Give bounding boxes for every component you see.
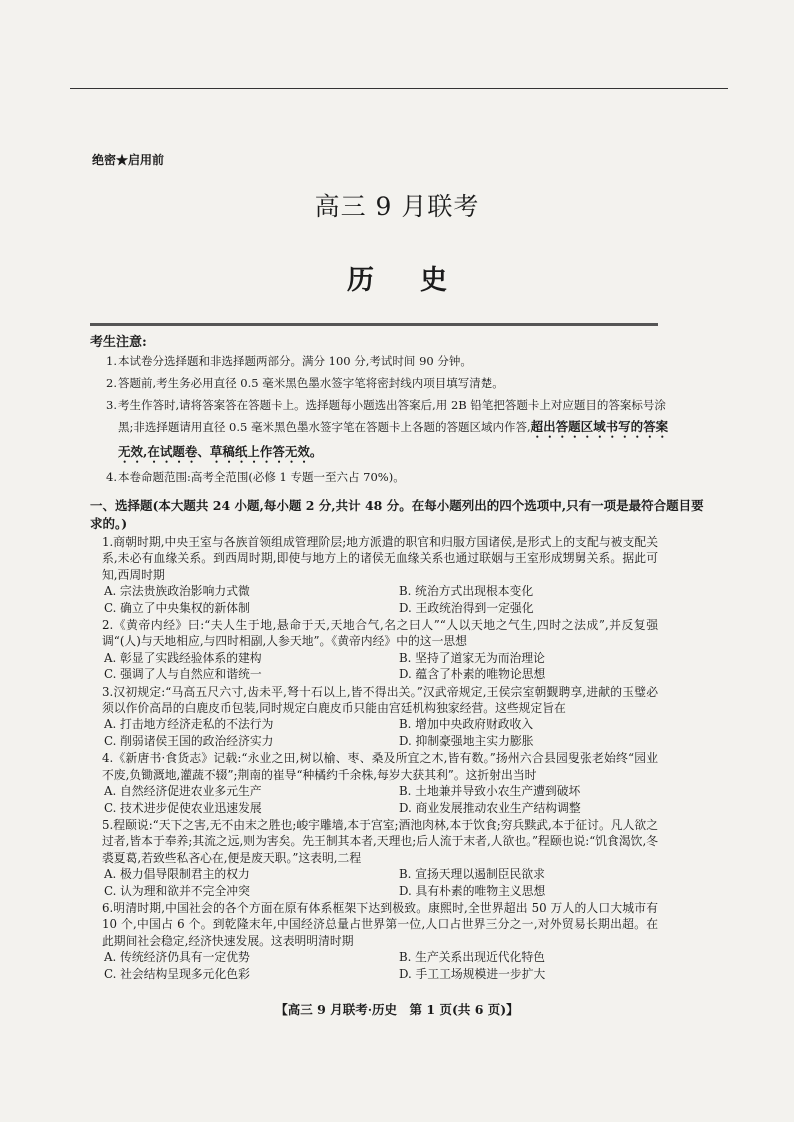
notice-number: 1. <box>106 354 117 368</box>
option-a: A. 自然经济促进农业多元生产 <box>104 784 262 799</box>
question-list <box>102 534 658 983</box>
options <box>102 949 658 982</box>
options <box>102 583 658 616</box>
confidential-label: 绝密★启用前 <box>92 153 165 167</box>
options <box>102 783 658 816</box>
option-b: B. 土地兼并导致小农生产遭到破坏 <box>399 784 581 799</box>
option-b: B. 统治方式出现根本变化 <box>399 584 534 599</box>
option-d: D. 抑制豪强地主实力膨胀 <box>399 733 534 748</box>
option-d: D. 具有朴素的唯物主义思想 <box>399 883 546 898</box>
question-3 <box>102 684 658 750</box>
section-heading: 一、选择题(本大题共 24 小题,每小题 2 分,共计 48 分。在每小题列出的四个选项中,只有一项是最符合题目要求的。) <box>90 498 704 531</box>
page-footer: 【高三 9 月联考·历史 第 1 页(共 6 页)】 <box>275 1002 519 1017</box>
question-stem: 6.明清时期,中国社会的各个方面在原有体系框架下达到极致。康熙时,全世界超出 50 万人的人口大城市有 10 个,中国占 6 个。到乾隆末年,中国经济总量占世界第一位,人口占世界三分之一,对外贸易长期出超。在此期间社会稳定,经济快速发展。这表明明清时期 <box>102 900 658 948</box>
notice-number: 2. <box>106 376 117 390</box>
notice-text: 答题前,考生务必用直径 0.5 毫米黑色墨水签字笔将密封线内项目填写清楚。 <box>118 376 504 390</box>
option-c: C. 技术进步促使农业迅速发展 <box>104 800 262 815</box>
options <box>102 716 658 749</box>
option-c: C. 认为理和欲并不完全冲突 <box>104 883 250 898</box>
option-b: B. 生产关系出现近代化特色 <box>399 950 545 965</box>
question-stem: 5.程颐说:“天下之害,无不由末之胜也;峻宇雕墙,本于宫室;酒池肉林,本于饮食;穷兵黩武,本于征讨。凡人欲之过者,皆本于奉养;其流之远,则为害矣。先王制其本者,天理也;后人流于末者,人欲也。”程颐也说:“饥食渴饮,冬裘夏葛,若致些私吝心在,便是废天职。”这表明,二程 <box>102 817 658 865</box>
question-stem: 2.《黄帝内经》曰:“夫人生于地,悬命于天,天地合气,名之曰人”“人以天地之气生,四时之法成”,并反复强调“(人)与天地相应,与四时相副,人参天地”。《黄帝内经》中的这一思想 <box>102 618 658 649</box>
option-c: C. 社会结构呈现多元化色彩 <box>104 966 250 981</box>
option-b: B. 增加中央政府财政收入 <box>399 717 534 732</box>
question-2 <box>102 617 658 683</box>
option-d: D. 蕴含了朴素的唯物论思想 <box>399 667 546 682</box>
option-a: A. 传统经济仍具有一定优势 <box>104 950 250 965</box>
notice-number: 4. <box>106 470 117 484</box>
option-a: A. 宗法贵族政治影响力式微 <box>104 584 250 599</box>
option-c: C. 确立了中央集权的新体制 <box>104 600 250 615</box>
notice-item <box>96 394 676 466</box>
option-a: A. 极力倡导限制君主的权力 <box>104 867 250 882</box>
question-1 <box>102 534 658 616</box>
subject-title: 历史 <box>347 265 493 296</box>
question-6 <box>102 900 658 982</box>
notice-item <box>96 350 676 372</box>
notice-text: 本试卷分选择题和非选择题两部分。满分 100 分,考试时间 90 分钟。 <box>118 354 472 368</box>
option-c: C. 削弱诸侯王国的政治经济实力 <box>104 733 274 748</box>
notice-number: 3. <box>106 398 117 412</box>
top-rule <box>70 88 728 89</box>
option-a: A. 彰显了实践经验体系的建构 <box>104 650 262 665</box>
question-4 <box>102 750 658 816</box>
option-b: B. 宣扬天理以遏制臣民欲求 <box>399 867 545 882</box>
option-d: D. 商业发展推动农业生产结构调整 <box>399 800 581 815</box>
option-d: D. 王政统治得到一定强化 <box>399 600 534 615</box>
options <box>102 866 658 899</box>
question-5 <box>102 817 658 899</box>
question-stem: 4.《新唐书·食货志》记载:“永业之田,树以榆、枣、桑及所宜之木,皆有数。”扬州六合县园叟张老始终“园业不废,负锄溉地,灌蔬不辍”;荆南的崔导“种橘约千余株,每岁大获其利”。这折射出当时 <box>102 751 658 782</box>
question-stem: 3.汉初规定:“马高五尺六寸,齿未平,弩十石以上,皆不得出关。”汉武帝规定,王侯宗室朝觐聘享,进献的玉璧必须以作价高昂的白鹿皮币包装,同时规定白鹿皮币只能由宫廷机构独家经营。这些规定旨在 <box>102 684 658 716</box>
notice-highlight: 超出答题区域书写的答案无效,在试题卷、草稿纸上作答无效。 <box>118 419 669 459</box>
question-stem: 1.商朝时期,中央王室与各族首领组成管理阶层;地方派遣的职官和归服方国诸侯,是形式上的支配与被支配关系,未必有血缘关系。到西周时期,即使与地方上的诸侯无血缘关系也通过联姻与王室形成甥舅关系。据此可知,西周时期 <box>102 535 658 582</box>
divider-rule <box>90 323 658 326</box>
notice-text: 本卷命题范围:高考全范围(必修 1 专题一至六占 70%)。 <box>118 470 405 484</box>
exam-title: 高三 9 月联考 <box>314 192 480 221</box>
options <box>102 650 658 683</box>
notice-item <box>96 372 676 394</box>
notice-item <box>96 466 676 488</box>
option-b: B. 坚持了道家无为而治理论 <box>399 650 545 665</box>
notice-list <box>96 350 676 488</box>
option-d: D. 手工工场规模进一步扩大 <box>399 966 546 981</box>
option-a: A. 打击地方经济走私的不法行为 <box>104 717 274 732</box>
notice-heading: 考生注意: <box>90 335 147 350</box>
notice-text: 考生作答时,请将答案答在答题卡上。选择题每小题选出答案后,用 2B 铅笔把答题卡上对应题目的答案标号涂黑;非选择题请用直径 0.5 毫米黑色墨水签字笔在答题卡上各题的答题区域内作答, <box>118 398 666 434</box>
option-c: C. 强调了人与自然应和谐统一 <box>104 667 262 682</box>
